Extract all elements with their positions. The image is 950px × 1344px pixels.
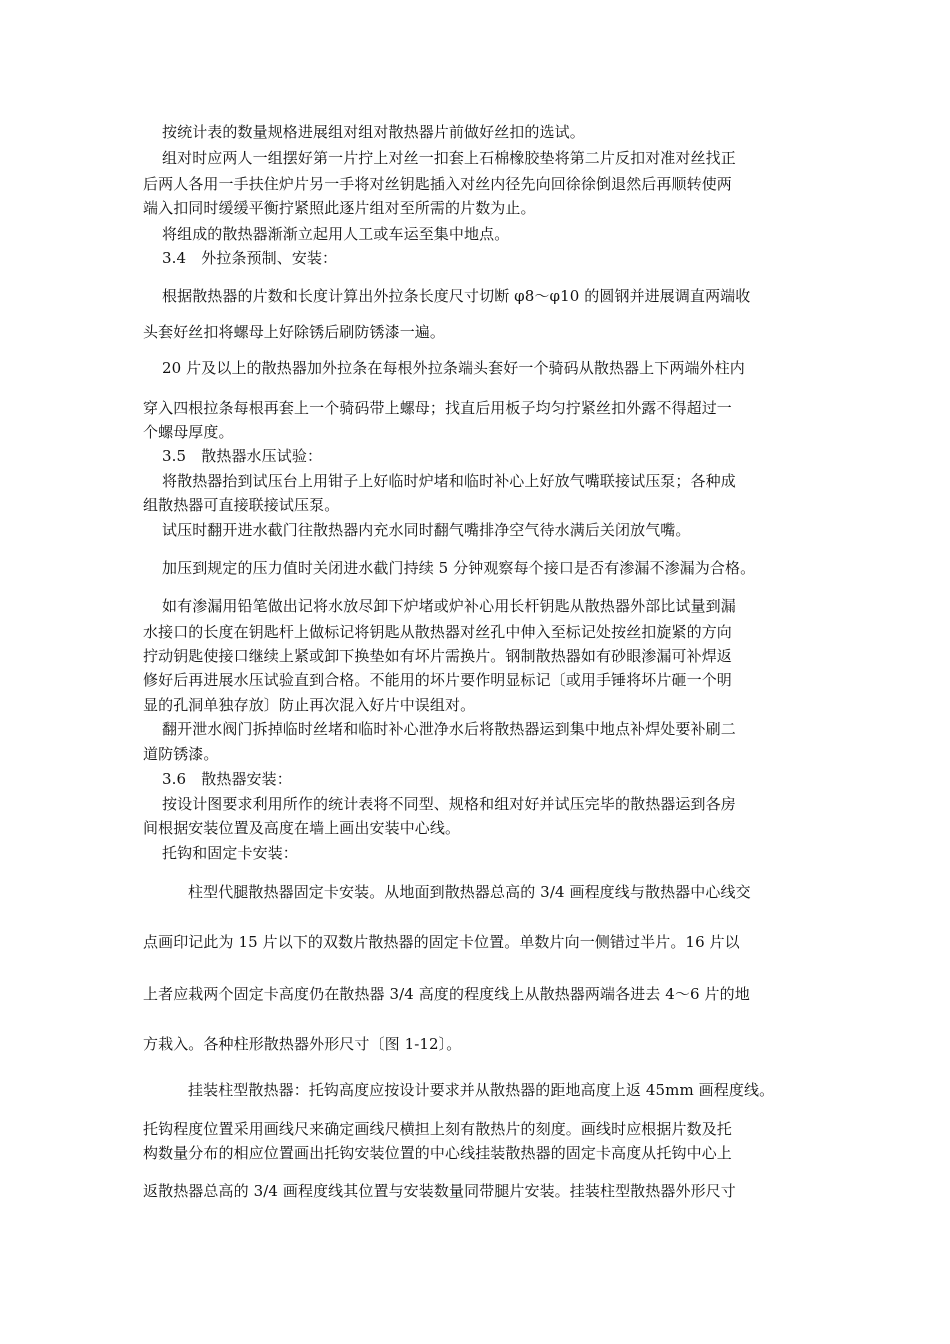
text-line: 间根据安装位置及高度在墙上画出安装中心线。 [143, 819, 461, 837]
text-line: 上者应栽两个固定卡高度仍在散热器 3/4 高度的程度线上从散热器两端各进去 4～6 片的地 [143, 985, 750, 1003]
text-line: 根据散热器的片数和长度计算出外拉条长度尺寸切断 φ8～φ10 的圆钢并进展调直两端收 [162, 287, 751, 305]
text-line: 翻开泄水阀门拆掉临时丝堵和临时补心泄净水后将散热器运到集中地点补焊处要补刷二 [162, 720, 736, 738]
text-line: 20 片及以上的散热器加外拉条在每根外拉条端头套好一个骑码从散热器上下两端外柱内 [162, 359, 745, 377]
section-heading: 3.6 散热器安装： [162, 770, 292, 788]
section-heading: 3.5 散热器水压试验： [162, 447, 323, 465]
text-line: 将散热器抬到试压台上用钳子上好临时炉堵和临时补心上好放气嘴联接试压泵；各种成 [162, 472, 736, 490]
text-line: 点画印记此为 15 片以下的双数片散热器的固定卡位置。单数片向一侧错过半片。16 片以 [143, 933, 740, 951]
text-line: 组散热器可直接联接试压泵。 [143, 496, 340, 514]
text-line: 后两人各用一手扶住炉片另一手将对丝钥匙插入对丝内径先向回徐徐倒退然后再顺转使两 [143, 175, 732, 193]
text-line: 托钩和固定卡安装： [162, 844, 298, 862]
text-line: 挂装柱型散热器：托钩高度应按设计要求并从散热器的距地高度上返 45mm 画程度线。 [188, 1081, 775, 1099]
text-line: 显的孔洞单独存放〕防止再次混入好片中误组对。 [143, 696, 476, 714]
text-line: 水接口的长度在钥匙杆上做标记将钥匙从散热器对丝孔中伸入至标记处按丝扣旋紧的方向 [143, 623, 732, 641]
text-line: 个螺母厚度。 [143, 423, 234, 441]
text-line: 按统计表的数量规格进展组对组对散热器片前做好丝扣的选试。 [162, 123, 585, 141]
text-line: 按设计图要求利用所作的统计表将不同型、规格和组对好并试压完毕的散热器运到各房 [162, 795, 736, 813]
text-line: 穿入四根拉条每根再套上一个骑码带上螺母；找直后用板子均匀拧紧丝扣外露不得超过一 [143, 399, 732, 417]
text-line: 端入扣同时缓缓平衡拧紧照此逐片组对至所需的片数为止。 [143, 199, 536, 217]
text-line: 加压到规定的压力值时关闭进水截门持续 5 分钟观察每个接口是否有渗漏不渗漏为合格。 [162, 559, 756, 577]
text-line: 试压时翻开进水截门往散热器内充水同时翻气嘴排净空气待水满后关闭放气嘴。 [162, 521, 691, 539]
text-line: 修好后再进展水压试验直到合格。不能用的坏片要作明显标记〔或用手锤将坏片砸一个明 [143, 671, 732, 689]
text-line: 构数量分布的相应位置画出托钩安装位置的中心线挂装散热器的固定卡高度从托钩中心上 [143, 1144, 732, 1162]
text-line: 返散热器总高的 3/4 画程度线其位置与安装数量同带腿片安装。挂装柱型散热器外形尺寸 [143, 1182, 736, 1200]
text-line: 如有渗漏用铅笔做出记将水放尽卸下炉堵或炉补心用长杆钥匙从散热器外部比试量到漏 [162, 597, 736, 615]
text-line: 托钩程度位置采用画线尺来确定画线尺横担上刻有散热片的刻度。画线时应根据片数及托 [143, 1120, 732, 1138]
text-line: 拧动钥匙使接口继续上紧或卸下换垫如有坏片需换片。钢制散热器如有砂眼渗漏可补焊返 [143, 647, 732, 665]
text-line: 柱型代腿散热器固定卡安装。从地面到散热器总高的 3/4 画程度线与散热器中心线交 [188, 883, 751, 901]
text-line: 方栽入。各种柱形散热器外形尺寸〔图 1-12〕。 [143, 1035, 462, 1053]
text-line: 道防锈漆。 [143, 745, 219, 763]
text-line: 组对时应两人一组摆好第一片拧上对丝一扣套上石棉橡胶垫将第二片反扣对准对丝找正 [162, 149, 736, 167]
section-heading: 3.4 外拉条预制、安装： [162, 249, 338, 267]
text-line: 头套好丝扣将螺母上好除锈后刷防锈漆一遍。 [143, 323, 446, 341]
text-line: 将组成的散热器渐渐立起用人工或车运至集中地点。 [162, 225, 510, 243]
